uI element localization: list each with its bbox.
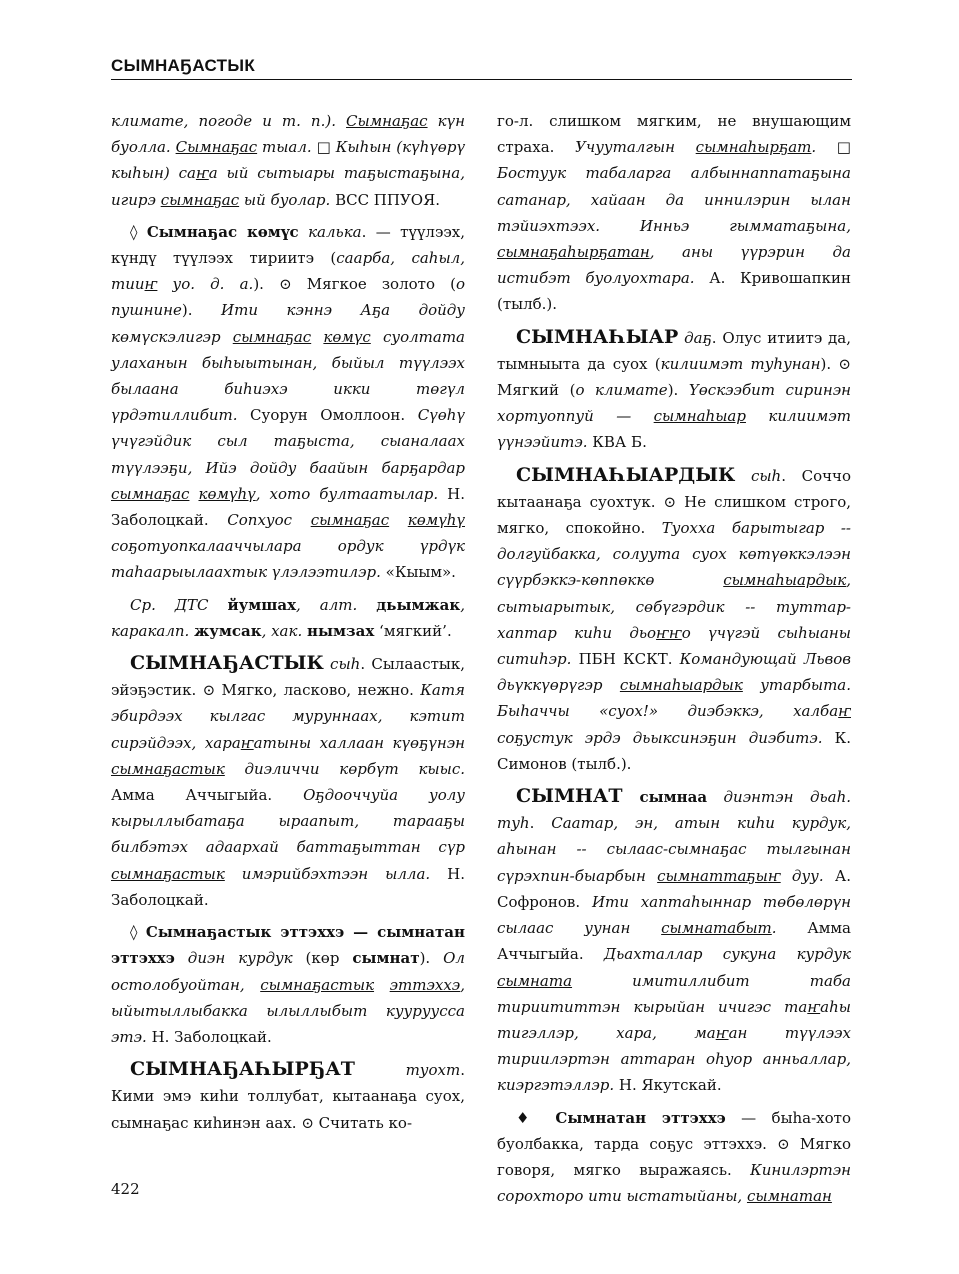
text-span: ). xyxy=(667,381,689,400)
header-divider xyxy=(111,79,852,80)
text-span: . xyxy=(771,919,777,938)
right-column xyxy=(497,108,851,1209)
source-citation: КВА Б. xyxy=(587,433,647,452)
page-number: 422 xyxy=(111,1180,140,1198)
text-span xyxy=(389,511,408,529)
text-span: Ити кэннэ Аҕа дойду көмүскэлигэр xyxy=(111,301,465,346)
text-span: ♦ xyxy=(516,1108,556,1127)
text-span: жумсак xyxy=(194,621,262,640)
text-span: сымнат xyxy=(352,949,420,968)
entry-paragraph xyxy=(111,919,465,1050)
text-span: аһы тигэллэр, хара, ма xyxy=(497,997,851,1042)
headword: СЫМНАҔАСТЫК xyxy=(130,652,324,675)
left-column xyxy=(111,108,465,1136)
text-span: ҥ xyxy=(195,164,209,183)
text-span: дуу. xyxy=(780,866,824,885)
text-span: Катя эбирдээх кылгас муруннаах, кэтит сирэйдээх, хара xyxy=(111,681,465,752)
headword: СЫМНАҺЫАРДЫК xyxy=(516,463,736,486)
text-span: Дьахталлар сукуна курдук xyxy=(603,945,852,964)
text-span: климате, погоде и т. п.). xyxy=(111,112,347,130)
source-citation: А. Софронов. xyxy=(497,866,852,911)
text-span: Командующай Львов дьүккүөрүгэр xyxy=(497,650,851,695)
entry-paragraph xyxy=(111,219,465,586)
text-span: утарбыта. Быһаччы «суох!» диэбэккэ, халба xyxy=(497,676,852,721)
text-span: сымнаһырҕат xyxy=(695,138,812,157)
text-span: сымнаҕас xyxy=(232,327,312,346)
text-span: сымнаҕастык xyxy=(111,759,225,778)
text-span: Ити хаптаһыннар төбөлөрүн сылаас уунан xyxy=(497,892,852,938)
text-span: а ый сытыары таҕыстаҕына, игирэ xyxy=(111,164,465,209)
text-span: . □ xyxy=(811,138,851,157)
text-span: Сымнаҕас xyxy=(175,138,258,157)
headword: СЫМНАҺЫАР xyxy=(516,325,679,348)
text-span: ҥ xyxy=(144,275,158,294)
text-span: сыһ xyxy=(735,466,782,485)
text-span: . xyxy=(529,814,552,833)
entry-paragraph xyxy=(111,592,465,644)
entry-paragraph xyxy=(497,324,851,456)
text-span: сымнаттаҕы xyxy=(657,866,768,885)
text-span xyxy=(374,976,390,994)
text-span: го-л. слишком мягким, не внушающим страха. xyxy=(497,112,851,157)
text-span: Оҕдооччуйа уолу кырыллыбатаҕа ыраапыт, тарааҕы билбэтэх адаархай баттаҕыттан сүр xyxy=(111,786,465,857)
source-citation: ВСС ППУОЯ. xyxy=(335,190,440,209)
text-span: Ср. ДТС xyxy=(130,595,228,614)
text-span: ◊ xyxy=(130,923,146,942)
page-title: СЫМНАҔАСТЫК xyxy=(111,56,255,75)
text-span: , сытыарытык, сөбүгэрдик -- туттар-хаптар киһи дьо xyxy=(497,571,851,642)
source-citation: ПБН КСКТ. xyxy=(571,650,680,669)
text-span: — быһа-хото буолбакка, тарда соҕус эттэххэ. ⊙ Мягко говоря, мягко выражаясь. xyxy=(497,1108,852,1179)
text-span: о климате xyxy=(575,381,668,400)
text-span: дьымжак xyxy=(376,595,461,614)
text-span: ҥ xyxy=(715,1023,729,1042)
text-span: Бостуук табаларга албыннаппатаҕына сатанар, хайаан да иннилэрин ылан тэйиэхтээх. Инньэ гымматаҕына, xyxy=(497,164,851,235)
text-span: сымнаһыар xyxy=(653,407,746,426)
text-span: сымната xyxy=(497,971,573,990)
text-span: килиимэт туһунан xyxy=(660,354,821,373)
entry-paragraph xyxy=(111,1056,465,1136)
text-span: . Сылаастык, эйэҕэстик. ⊙ Мягко, ласково, нежно. xyxy=(111,655,465,700)
text-span: күн буолла. xyxy=(111,112,465,157)
text-span: даҕ xyxy=(678,328,712,347)
text-span: йумшах xyxy=(227,595,297,614)
text-span: Учууталгын xyxy=(575,138,676,157)
text-span: . Соччо кытаанаҕа суохтук. ⊙ Не слишком строго, мягко, спокойно. xyxy=(497,466,851,538)
text-span: килиимэт үүнээйитэ. xyxy=(497,407,851,452)
headword: СЫМНАҔАҺЫРҔАТ xyxy=(130,1058,355,1081)
text-span: ‘мягкий’. xyxy=(374,621,452,640)
text-span: Сымнаҕас xyxy=(346,112,428,130)
text-span: имитиллибит таба тириититтэн кырыйан ичигэс та xyxy=(497,971,851,1016)
text-span: соҕотуопкалааччылара ордук үрдүк таһаарыылаахтык үлэлээтилэр. xyxy=(111,537,465,582)
subentry-term: Сымнатан эттэххэ xyxy=(555,1108,726,1127)
subentry-term: Сымнаҕас көмүс xyxy=(146,222,299,241)
source-citation: Амма Аччыгыйа. xyxy=(111,786,304,805)
text-span: ҥ xyxy=(807,997,821,1016)
text-span: калька xyxy=(298,222,362,241)
text-span: сымнаҕаһырҕатан xyxy=(497,243,650,262)
text-span: , ыйытыллыбакка ылыллыбыт кууруусса этэ. xyxy=(111,975,465,1046)
text-span: Саатар, эн, атын киһи курдук, аһынан -- сылаас-сымнаҕас тылгынан сүрэхпин-быарбын xyxy=(497,814,851,885)
text-span: сымнаҕастык xyxy=(260,975,375,994)
text-span: халлаан күөҕүнэн xyxy=(311,733,465,752)
text-span: диэн курдук xyxy=(174,949,293,968)
subentry-term: Сымнаҕастык эттэххэ — сымнатан эттэххэ xyxy=(111,923,465,968)
entry-paragraph xyxy=(111,650,465,913)
text-span xyxy=(675,138,696,156)
text-span: сымнаа xyxy=(622,788,708,807)
text-span: Үөскээбит сиринэн хортуоппуй — xyxy=(497,381,852,426)
text-span: көмүс xyxy=(323,327,371,346)
text-span: . — түүлээх, күндү түүлээх тириитэ ( xyxy=(111,222,465,268)
entry-paragraph xyxy=(497,462,851,777)
text-span: , хак. xyxy=(261,621,307,640)
text-span: ҥҥ xyxy=(656,623,682,642)
text-span: о үчүгэй сыһыаны ситиһэр. xyxy=(497,623,851,669)
text-span: ). ⊙ Мягкий ( xyxy=(497,354,851,400)
text-span: о пушнине xyxy=(111,275,465,320)
text-span: уо. д. а. xyxy=(157,275,254,294)
source-citation: «Кыым». xyxy=(380,563,456,582)
text-span: диэнтэн дьаһ. туһ xyxy=(497,788,851,833)
source-citation: Амма Аччыгыйа. xyxy=(497,919,851,964)
source-citation: Суорун Омоллоон. xyxy=(237,406,418,425)
text-span: ◊ xyxy=(130,222,147,241)
text-span: тыал. □ Кыһын (күһүөрү кыһын) са xyxy=(111,138,466,183)
text-span: көмүһү xyxy=(407,511,465,530)
headword: СЫМНАТ xyxy=(516,785,623,808)
text-span: саарба, саһыл, тии xyxy=(111,249,465,294)
text-span: ). xyxy=(419,949,444,968)
text-span: эттэххэ xyxy=(389,975,461,994)
text-span: сымнаһыардык xyxy=(619,676,743,695)
text-span: , каракалп. xyxy=(111,595,466,640)
text-span: ). ⊙ Мягкое золото ( xyxy=(253,275,456,294)
source-citation: Н. Якутскай. xyxy=(614,1076,722,1095)
text-span: атыны xyxy=(253,733,312,752)
text-span: көмүһү xyxy=(198,484,256,503)
text-span: суолтата улаханын быһыытынан, быйыл түүлээх былаана биһиэхэ икки төгүл үрдэтиллибит. xyxy=(111,327,465,425)
text-span: ан түүлээх тириилэртэн аттаран оһуор анньаллар, киэргэтэллэр. xyxy=(497,1023,851,1095)
text-span: Ол остолобуойтан, xyxy=(111,949,465,994)
text-span: сымнаҕастык xyxy=(111,864,225,883)
text-span: (көр xyxy=(292,949,353,968)
text-span: ҥ xyxy=(240,733,254,752)
text-span: ). xyxy=(181,301,222,320)
source-citation: Н. Заболоцкай. xyxy=(146,1027,272,1046)
text-span: туохт xyxy=(354,1061,461,1080)
text-span: , аны үүрэрин да истибэт буолуохтара. xyxy=(497,243,851,288)
text-span: сымнаҕас xyxy=(160,190,240,209)
text-span: сымнатабыт xyxy=(661,919,772,938)
text-span: ҥ xyxy=(838,702,851,721)
text-span: соҕустук эрдэ дьыксинэҕин диэбитэ. xyxy=(497,728,823,747)
entry-paragraph xyxy=(497,1105,851,1210)
text-span: нымзах xyxy=(307,621,375,640)
source-citation: Н. Заболоцкай. xyxy=(111,864,465,909)
text-span xyxy=(311,328,323,346)
text-span: сымнаҕас xyxy=(111,484,190,503)
text-span: имэрийбэхтээн ылла. xyxy=(224,864,431,883)
text-span: . Олус итиитэ да, тымныыта да суох ( xyxy=(497,328,851,373)
text-span: сымнатан xyxy=(746,1187,832,1206)
text-span: диэличчи көрбүт кыыс. xyxy=(224,759,465,778)
text-span: Туохха барытыгар -- долгуйбакка, солуута суох көтүөккэлээн сүүрбэккэ-көппөккө xyxy=(497,519,851,590)
text-span: , алт. xyxy=(296,595,377,614)
text-span: ҥ xyxy=(767,866,781,885)
text-span: , хото бултаатылар. xyxy=(255,484,439,503)
text-span: ый буолар. xyxy=(239,190,336,209)
entry-paragraph xyxy=(111,108,465,213)
entry-paragraph xyxy=(497,783,851,1098)
source-citation: А. Кривошапкин (тылб.). xyxy=(497,269,851,314)
source-citation: К. Симонов (тылб.). xyxy=(497,728,851,773)
text-span: Сүөһү үчүгэйдик сыл таҕыста, сыаналаах түүлээҕи, Ийэ дойду баайын барҕардар xyxy=(111,406,465,477)
text-span: Сопхуос xyxy=(227,511,311,530)
text-span: . Кими эмэ киһи толлубат, кытаанаҕа суох, сымнаҕас киһинэн аах. ⊙ Считать ко- xyxy=(111,1061,465,1132)
text-span: сымнаһыардык xyxy=(723,571,847,590)
text-span: сымнаҕас xyxy=(310,511,390,530)
entry-paragraph xyxy=(497,108,851,318)
source-citation: Н. Заболоцкай. xyxy=(111,484,465,530)
text-span: Кинилэртэн сорохторо ити ыстатыйаны, xyxy=(497,1160,851,1206)
text-span: сыһ xyxy=(323,655,361,674)
